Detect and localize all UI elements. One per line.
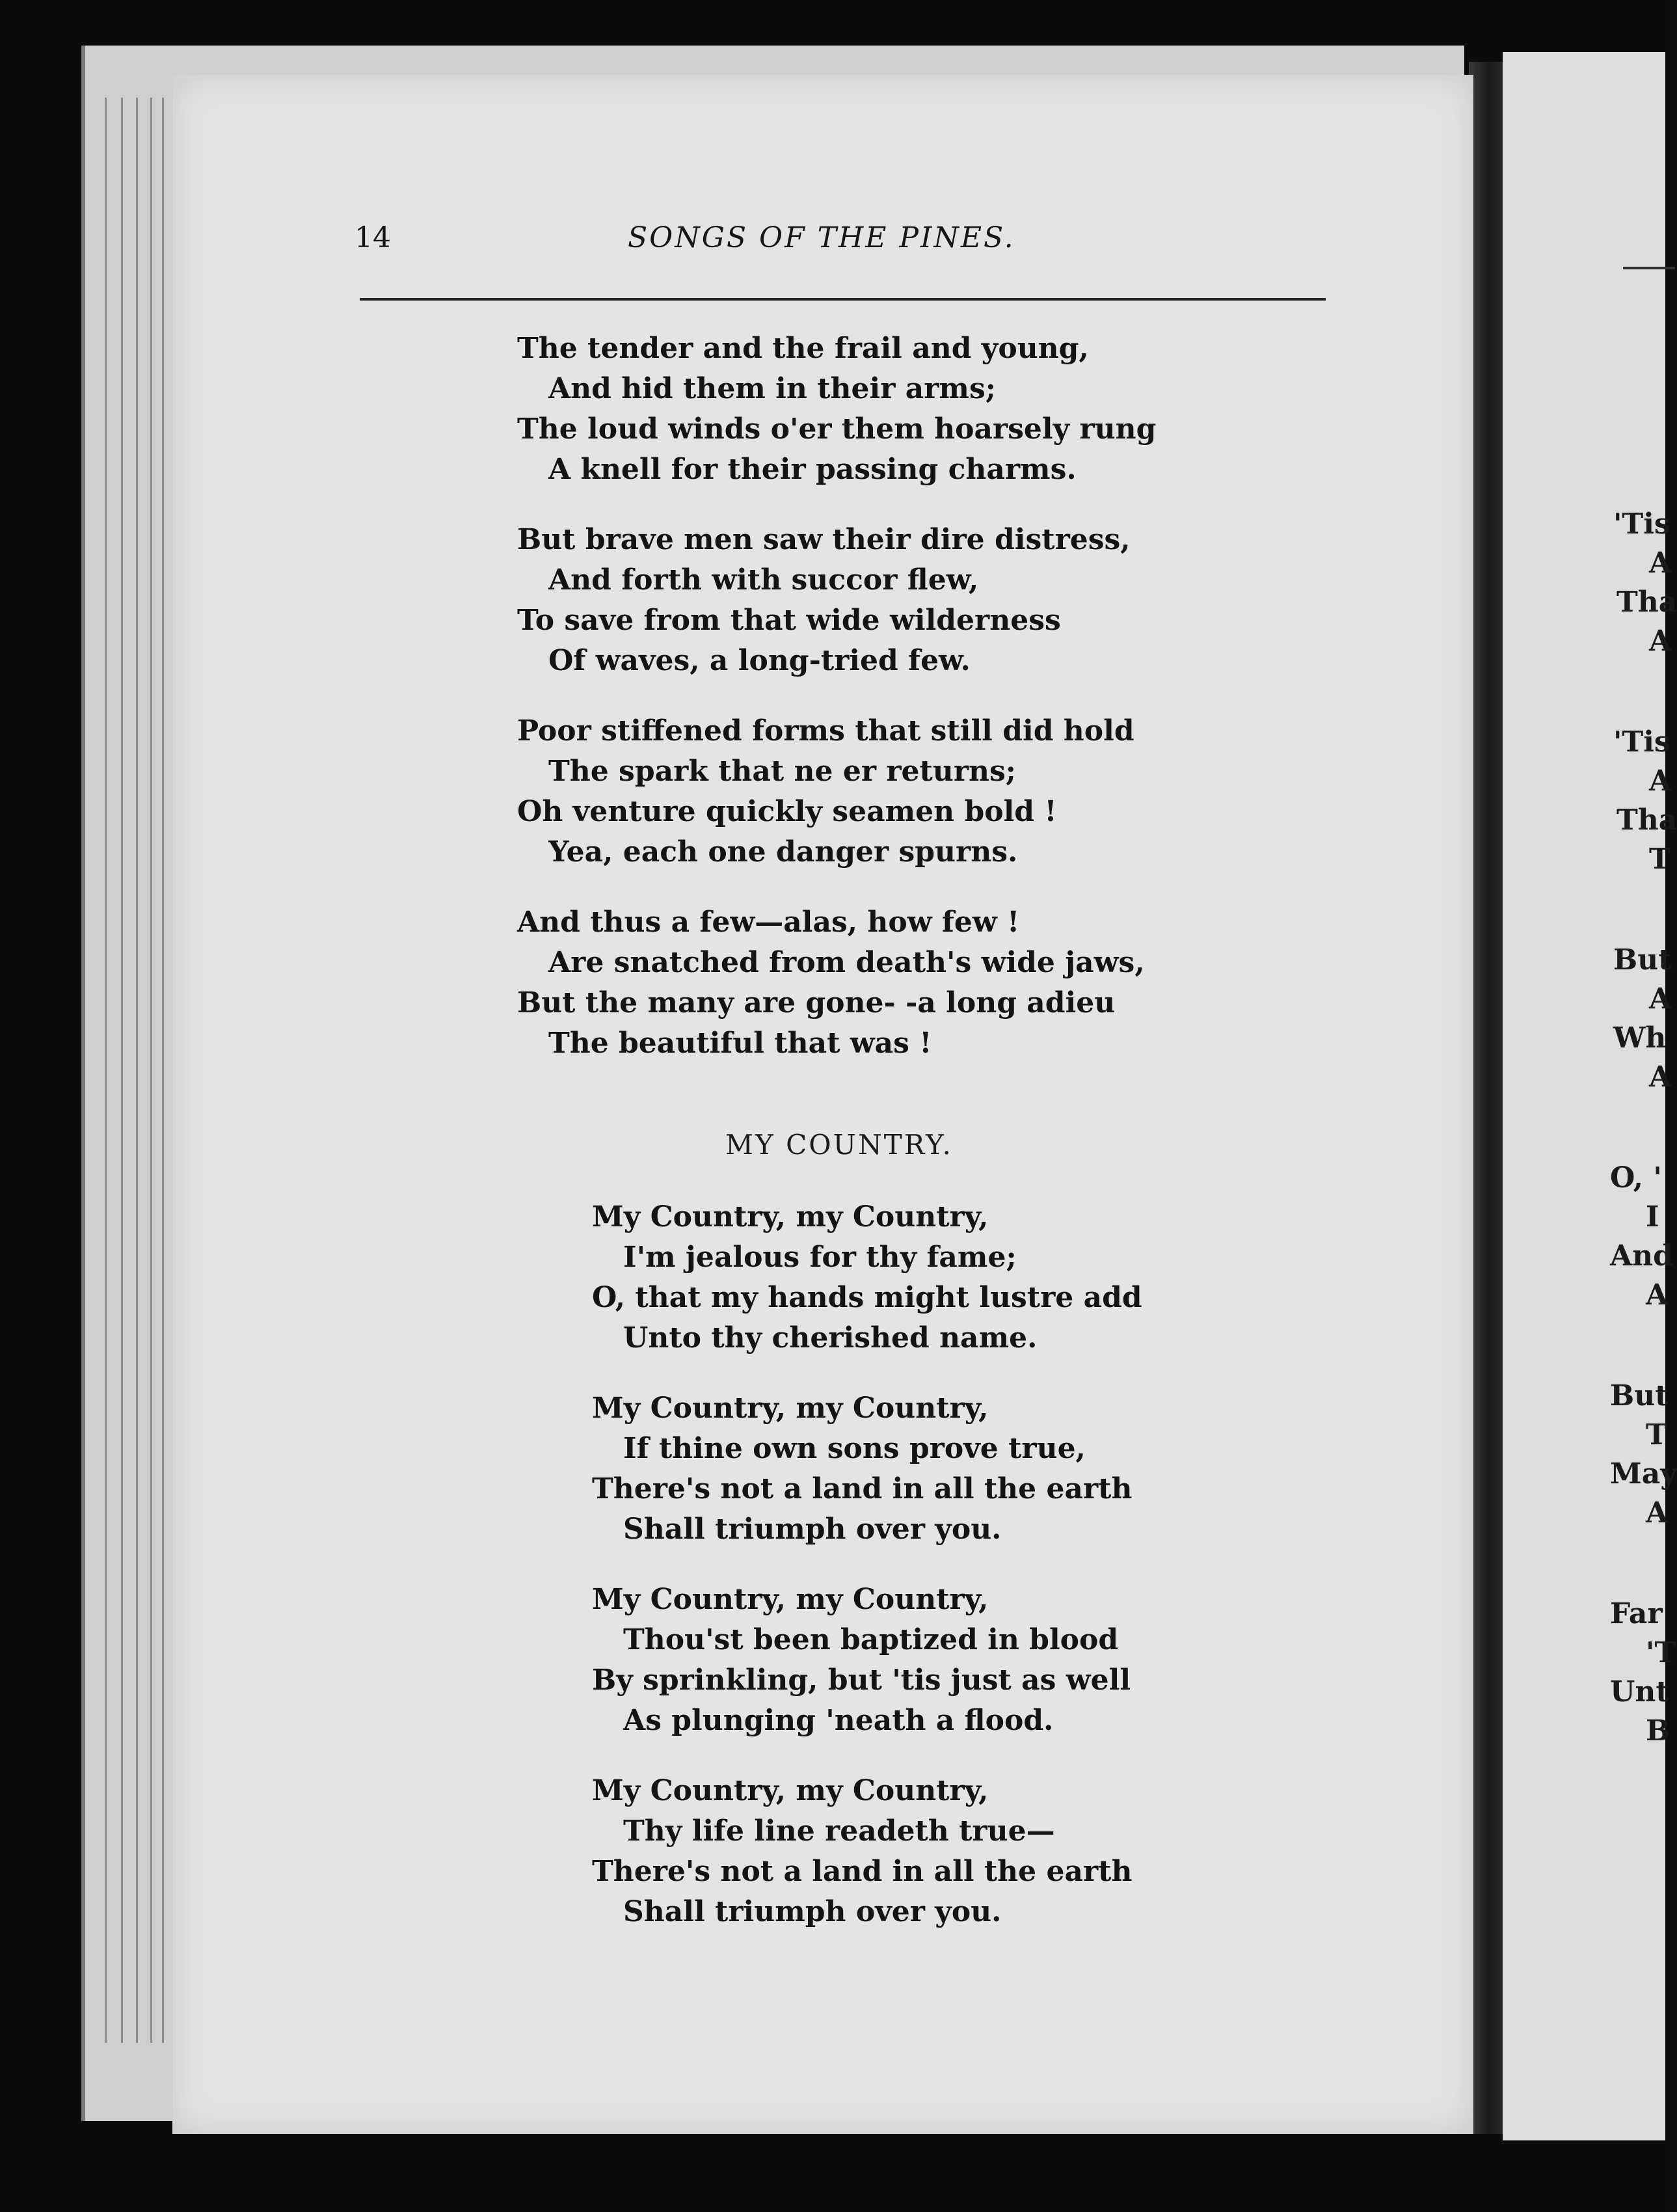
verse-line: O, that my hands might lustre add bbox=[592, 1281, 1142, 1314]
facing-line: A bbox=[1649, 625, 1672, 658]
facing-line: And bbox=[1610, 1239, 1673, 1273]
poem-title: MY COUNTRY. bbox=[725, 1129, 953, 1161]
verse-line: My Country, my Country, bbox=[592, 1200, 989, 1234]
verse-line: And hid them in their arms; bbox=[548, 372, 996, 405]
verse-line: By sprinkling, but 'tis just as well bbox=[592, 1664, 1131, 1697]
verse-line: My Country, my Country, bbox=[592, 1392, 989, 1425]
verse-line: The loud winds o'er them hoarsely rung bbox=[517, 412, 1157, 446]
stanza bbox=[517, 711, 1156, 872]
verse-line: But the many are gone- -a long adieu bbox=[517, 986, 1116, 1019]
verse-line: The tender and the frail and young, bbox=[517, 332, 1089, 365]
facing-line: But bbox=[1610, 1379, 1669, 1412]
verse-line: But brave men saw their dire distress, bbox=[517, 523, 1131, 556]
facing-line: 'Tis bbox=[1613, 507, 1670, 541]
verse-line: The spark that ne er returns; bbox=[548, 755, 1017, 788]
facing-line: A bbox=[1649, 982, 1672, 1016]
facing-line: 'T bbox=[1646, 1636, 1676, 1669]
stanza bbox=[592, 1388, 1142, 1550]
facing-line: Far bbox=[1610, 1597, 1663, 1630]
verse-line: If thine own sons prove true, bbox=[623, 1432, 1086, 1465]
verse-line: And thus a few—alas, how few ! bbox=[517, 906, 1020, 939]
stanza bbox=[517, 902, 1156, 1064]
facing-line: B bbox=[1646, 1714, 1670, 1747]
verse-line: Thou'st been baptized in blood bbox=[623, 1623, 1119, 1656]
verse-line: To save from that wide wilderness bbox=[517, 604, 1061, 637]
verse-line: Oh venture quickly seamen bold ! bbox=[517, 795, 1057, 828]
stanza bbox=[517, 329, 1156, 490]
verse-line: My Country, my Country, bbox=[592, 1583, 989, 1616]
facing-line: I bbox=[1646, 1200, 1659, 1234]
facing-line: A bbox=[1646, 1496, 1669, 1530]
facing-page bbox=[1503, 52, 1677, 2140]
facing-line: O, ' bbox=[1610, 1161, 1662, 1194]
poem-my-country bbox=[592, 1197, 1142, 1962]
verse-line: Shall triumph over you. bbox=[623, 1513, 1002, 1546]
facing-line: Wh bbox=[1613, 1021, 1667, 1055]
verse-line: Thy life line readeth true— bbox=[623, 1814, 1055, 1848]
verse-line: Yea, each one danger spurns. bbox=[548, 835, 1018, 869]
facing-line: A bbox=[1646, 1278, 1669, 1312]
facing-line: A bbox=[1649, 764, 1672, 798]
page-number: 14 bbox=[355, 221, 391, 254]
facing-line: Unt bbox=[1610, 1675, 1669, 1708]
verse-line: Are snatched from death's wide jaws, bbox=[548, 946, 1145, 979]
running-title: SONGS OF THE PINES. bbox=[628, 221, 1015, 254]
verse-line: A knell for their passing charms. bbox=[548, 453, 1077, 486]
verse-line: I'm jealous for thy fame; bbox=[623, 1241, 1017, 1274]
facing-line: But bbox=[1613, 943, 1672, 977]
stanza bbox=[592, 1580, 1142, 1741]
verse-line: As plunging 'neath a flood. bbox=[623, 1704, 1054, 1737]
verse-line: Shall triumph over you. bbox=[623, 1895, 1002, 1928]
stanza bbox=[517, 520, 1156, 681]
facing-line: T bbox=[1646, 1418, 1667, 1451]
verse-line: The beautiful that was ! bbox=[548, 1027, 932, 1060]
facing-page-rule bbox=[1623, 267, 1675, 269]
header-rule bbox=[360, 298, 1326, 301]
verse-line: There's not a land in all the earth bbox=[592, 1472, 1133, 1505]
facing-line: A bbox=[1649, 546, 1672, 580]
verse-line: Poor stiffened forms that still did hold bbox=[517, 714, 1134, 748]
facing-line: 'Tis bbox=[1613, 725, 1670, 759]
book-gutter bbox=[1469, 62, 1503, 2134]
stanza bbox=[592, 1771, 1142, 1932]
facing-line: Tha bbox=[1617, 586, 1677, 619]
verse-line: My Country, my Country, bbox=[592, 1774, 989, 1807]
stanza bbox=[592, 1197, 1142, 1358]
facing-line: Tha bbox=[1617, 803, 1677, 837]
facing-line: A bbox=[1649, 1060, 1672, 1094]
verse-line: And forth with succor flew, bbox=[548, 563, 979, 597]
verse-line: Of waves, a long-tried few. bbox=[548, 644, 971, 677]
poem-continued bbox=[517, 329, 1156, 1094]
verse-line: There's not a land in all the earth bbox=[592, 1855, 1133, 1888]
verse-line: Unto thy cherished name. bbox=[623, 1321, 1038, 1355]
facing-line: T bbox=[1649, 843, 1670, 876]
facing-line: May bbox=[1610, 1457, 1677, 1490]
